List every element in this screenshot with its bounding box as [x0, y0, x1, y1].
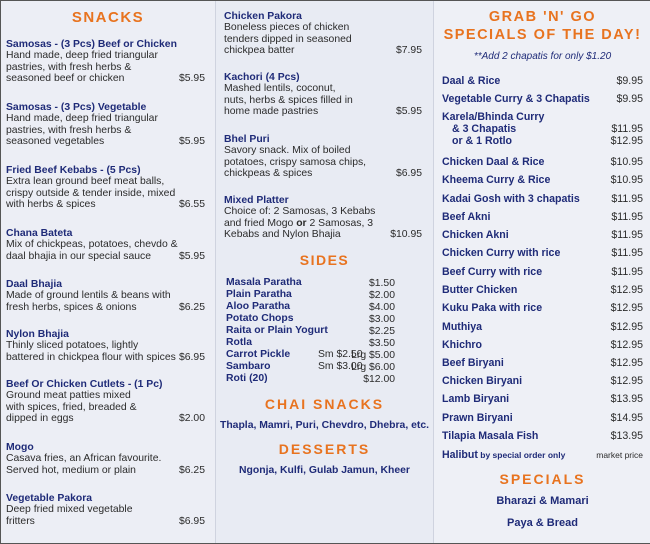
side-name: Raita or Plain Yogurt [226, 325, 328, 336]
chapati-note: **Add 2 chapatis for only $1.20 [473, 51, 612, 62]
item-name: Chana Bateta [6, 228, 73, 239]
special-name: Prawn Biryani [442, 412, 513, 424]
side-name: Rotla [226, 337, 252, 348]
special-row [442, 430, 643, 448]
side-row [226, 337, 395, 349]
special-price: $10.95 [610, 174, 643, 186]
special-name: Butter Chicken [442, 284, 518, 296]
special-row [442, 357, 643, 375]
special-row [442, 229, 643, 247]
side-row [226, 373, 395, 385]
item-desc: Choice of: 2 Samosas, 3 Kebabs and fried Mogo [224, 206, 376, 229]
special-price: $12.95 [610, 302, 643, 314]
side-row [226, 325, 395, 337]
item-desc-or: or [296, 217, 307, 229]
special-name: Beef Akni [442, 211, 491, 223]
item-price: $6.25 [178, 464, 205, 476]
snacks-panel [1, 1, 215, 543]
special-price: $10.95 [610, 156, 643, 168]
special-name: & 3 Chapatis [452, 123, 517, 135]
side-price: Lrg $5.00 [351, 349, 395, 361]
special-item: Paya & Bread [507, 517, 578, 529]
item-price: $7.95 [395, 45, 422, 57]
special-row [442, 93, 643, 111]
side-row [226, 277, 395, 289]
special-price: $12.95 [610, 339, 643, 351]
special-row [442, 412, 643, 430]
special-price: $11.95 [611, 266, 643, 278]
special-name: Kadai Gosh with 3 chapatis [442, 193, 580, 205]
special-price: $13.95 [610, 430, 643, 442]
item-name: Beef Or Chicken Cutlets - (1 Pc) [6, 379, 163, 390]
special-item: Bharazi & Mamari [496, 495, 589, 507]
special-name: Lamb Biryani [442, 393, 510, 405]
side-name: Carrot Pickle [226, 349, 291, 360]
item-price: $6.25 [178, 301, 205, 313]
desserts-list: Ngonja, Kulfi, Gulab Jamun, Kheer [239, 465, 410, 476]
special-note: by special order only [477, 450, 566, 460]
special-price: $9.95 [616, 75, 643, 87]
special-name: Chicken Akni [442, 229, 509, 241]
item-desc: Mix of chickpeas, potatoes, chevdo & daal bhajia in our special sauce [6, 239, 178, 262]
item-price: $10.95 [390, 229, 422, 241]
menu-item [224, 72, 422, 118]
item-name: Mixed Platter [224, 195, 289, 206]
side-price: Lrg $6.00 [351, 361, 395, 373]
side-price: $3.50 [368, 337, 395, 349]
special-row [442, 75, 643, 93]
special-price: $14.95 [610, 412, 643, 424]
item-name: Samosas - (3 Pcs) Beef or Chicken [6, 39, 177, 50]
special-name: Kheema Curry & Rice [442, 174, 551, 186]
side-name: Masala Paratha [226, 277, 302, 288]
grab-n-go-panel [433, 1, 650, 543]
side-name: Sambaro [226, 361, 271, 372]
item-desc: Ground meat patties mixed with spices, fried, breaded & dipped in eggs [6, 390, 137, 425]
item-desc: Deep fried mixed vegetable fritters [6, 504, 133, 527]
special-name: Kuku Paka with rice [442, 302, 543, 314]
special-row [442, 211, 643, 229]
special-row-karela [442, 111, 643, 151]
special-name: or & 1 Rotlo [452, 135, 513, 147]
special-price: $11.95 [611, 247, 643, 259]
side-price: $2.00 [368, 289, 395, 301]
special-name: Karela/Bhinda Curry [442, 111, 545, 123]
menu-item [6, 379, 205, 425]
special-row [442, 193, 643, 211]
item-price: $5.95 [178, 250, 205, 262]
item-desc: Thinly sliced potatoes, lightly battered in chickpea flour with spices [6, 340, 176, 363]
menu-item [6, 329, 205, 363]
side-row [226, 361, 395, 373]
heading-line: GRAB 'N' GO [488, 9, 597, 25]
item-name: Fried Beef Kebabs - (5 Pcs) [6, 165, 141, 176]
menu-item [6, 228, 205, 262]
item-name: Kachori (4 Pcs) [224, 72, 300, 83]
special-name: Halibut [442, 449, 478, 461]
item-name: Chicken Pakora [224, 11, 302, 22]
special-name: Chicken Biryani [442, 375, 523, 387]
side-row [226, 349, 395, 361]
sides-panel [215, 1, 433, 543]
item-price: $6.55 [178, 199, 205, 211]
special-row-halibut [442, 449, 643, 467]
side-name: Potato Chops [226, 313, 294, 324]
item-name: Samosas - (3 Pcs) Vegetable [6, 102, 147, 113]
item-name: Daal Bhajia [6, 279, 63, 290]
special-row [442, 247, 643, 265]
side-name: Roti (20) [226, 373, 268, 384]
special-price: $11.95 [611, 211, 643, 223]
special-row [442, 375, 643, 393]
special-name: Chicken Curry with rice [442, 247, 561, 259]
item-price: $5.95 [178, 73, 205, 85]
item-desc: 2 Samosas, 3 Kebabs and Nylon Bhajia [224, 217, 374, 241]
special-name: Chicken Daal & Rice [442, 156, 545, 168]
menu-item [6, 39, 205, 85]
item-desc: Hand made, deep fried triangular pastries, with fresh herbs & seasoned vegetables [6, 113, 158, 148]
special-row [442, 156, 643, 174]
item-price: $6.95 [178, 515, 205, 527]
sides-heading: SIDES [299, 252, 350, 268]
side-price: $4.00 [368, 301, 395, 313]
item-price: $5.95 [395, 106, 422, 118]
special-row [442, 393, 643, 411]
side-price: $2.25 [368, 325, 395, 337]
side-row [226, 301, 395, 313]
special-name: Khichro [442, 339, 483, 351]
side-price: $1.50 [368, 277, 395, 289]
special-price: $12.95 [610, 321, 643, 333]
special-price: $9.95 [616, 93, 643, 105]
special-price: $12.95 [610, 284, 643, 296]
item-price: $6.95 [178, 351, 205, 363]
special-name: Muthiya [442, 321, 483, 333]
special-name: Vegetable Curry & 3 Chapatis [442, 93, 590, 105]
side-name: Aloo Paratha [226, 301, 291, 312]
item-desc: Extra lean ground beef meat balls, crispy outside & tender inside, mixed with herbs & spices [6, 176, 176, 211]
special-price: $11.95 [611, 193, 643, 205]
menu-item [6, 493, 205, 527]
menu-item [6, 165, 205, 211]
chai-snacks-heading: CHAI SNACKS [264, 396, 385, 412]
special-price: market price [596, 450, 643, 460]
special-name: Daal & Rice [442, 75, 501, 87]
side-small-price: Sm $3.00 [318, 361, 363, 372]
special-price: $11.95 [611, 229, 643, 241]
special-row [442, 302, 643, 320]
side-name: Plain Paratha [226, 289, 292, 300]
snacks-heading: SNACKS [71, 9, 145, 26]
grab-n-go-heading [434, 8, 650, 44]
item-name: Nylon Bhajia [6, 329, 69, 340]
menu-item [224, 11, 422, 57]
menu-item [6, 442, 205, 476]
item-desc: Made of ground lentils & beans with fresh herbs, spices & onions [6, 290, 171, 313]
menu-item [6, 102, 205, 148]
item-desc: Mashed lentils, coconut, nuts, herbs & spices filled in home made pastries [224, 83, 353, 118]
special-row [442, 321, 643, 339]
special-row [442, 174, 643, 192]
item-desc: Boneless pieces of chicken tenders dipped in seasoned chickpea batter [224, 22, 352, 57]
special-price: $11.95 [611, 123, 643, 135]
special-name: Tilapia Masala Fish [442, 430, 539, 442]
desserts-heading: DESSERTS [278, 441, 371, 457]
item-price: $6.95 [395, 168, 422, 180]
item-name: Vegetable Pakora [6, 493, 93, 504]
side-row [226, 313, 395, 325]
item-desc: Hand made, deep fried triangular pastries, with fresh herbs & seasoned beef or chicken [6, 50, 158, 85]
special-row [442, 266, 643, 284]
chai-snacks-list: Thapla, Mamri, Puri, Chevdro, Dhebra, etc. [219, 420, 429, 431]
special-name: Beef Biryani [442, 357, 504, 369]
item-name: Mogo [6, 442, 34, 453]
item-name: Bhel Puri [224, 134, 270, 145]
special-price: $12.95 [610, 135, 643, 147]
item-desc: Casava fries, an African favourite. Served hot, medium or plain [6, 453, 162, 476]
special-row [442, 284, 643, 302]
specials-heading: SPECIALS [499, 471, 586, 487]
side-price: $12.00 [363, 373, 395, 385]
special-price: $13.95 [610, 393, 643, 405]
menu-item [224, 195, 422, 241]
item-price: $2.00 [178, 413, 205, 425]
side-price: $3.00 [368, 313, 395, 325]
heading-line: SPECIALS OF THE DAY! [443, 27, 642, 43]
special-price: $12.95 [610, 375, 643, 387]
item-desc: Savory snack. Mix of boiled potatoes, crispy samosa chips, chickpeas & spices [224, 145, 367, 180]
menu-item [224, 134, 422, 180]
side-small-price: Sm $2.50 [318, 349, 363, 360]
special-price: $12.95 [610, 357, 643, 369]
special-row [442, 339, 643, 357]
item-price: $5.95 [178, 136, 205, 148]
side-row [226, 289, 395, 301]
special-name: Beef Curry with rice [442, 266, 543, 278]
menu-item [6, 279, 205, 313]
